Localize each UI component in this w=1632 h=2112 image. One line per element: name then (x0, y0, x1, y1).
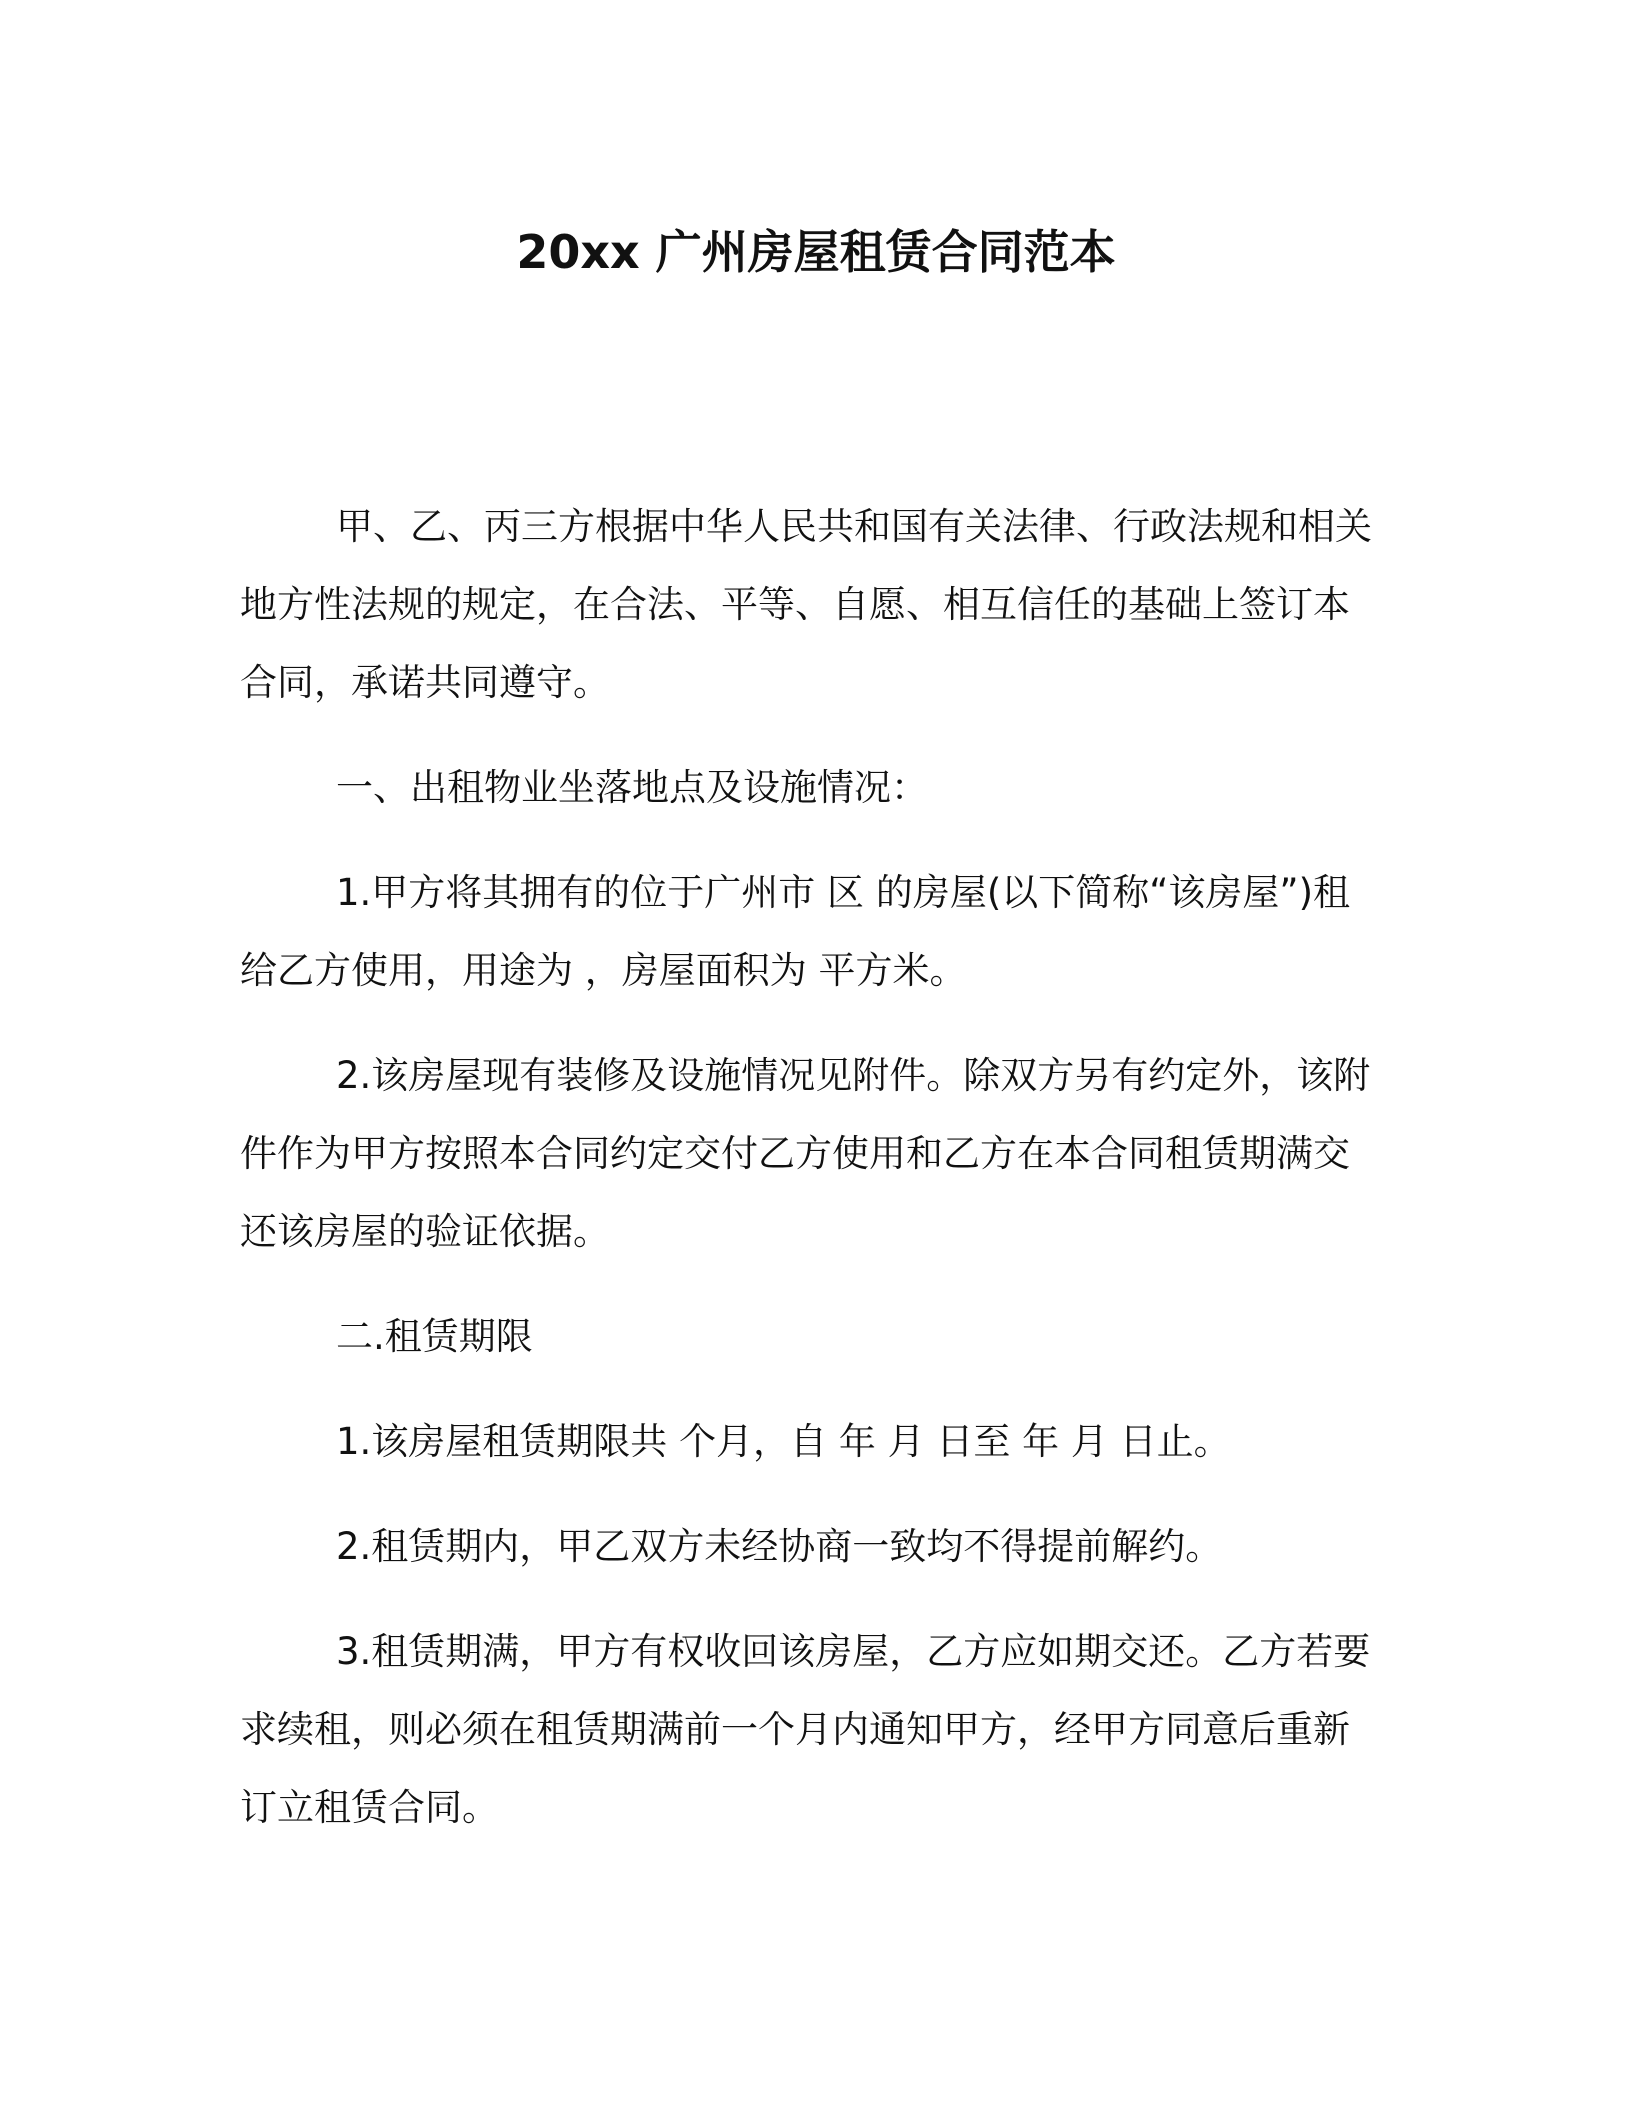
paragraph-preamble: 甲、乙、丙三方根据中华人民共和国有关法律、行政法规和相关地方性法规的规定，在合法、平等、自愿、相互信任的基础上签订本合同，承诺共同遵守。 (240, 505, 1372, 704)
paragraph-property-facilities: 2.该房屋现有装修及设施情况见附件。除双方另有约定外，该附件作为甲方按照本合同约定交付乙方使用和乙方在本合同租赁期满交还该房屋的验证依据。 (240, 1054, 1371, 1253)
paragraph-term-duration: 1.该房屋租赁期限共 个月，自 年 月 日至 年 月 日止。 (336, 1420, 1231, 1463)
paragraph-property-location: 1.甲方将其拥有的位于广州市 区 的房屋(以下简称“该房屋”)租给乙方使用，用途为 ，房屋面积为 平方米。 (240, 871, 1351, 992)
paragraph-term-no-early-termination: 2.租赁期内，甲乙双方未经协商一致均不得提前解约。 (336, 1525, 1223, 1568)
document-title: 20xx 广州房屋租赁合同范本 (516, 225, 1116, 279)
section-heading-property: 一、出租物业坐落地点及设施情况： (336, 766, 928, 809)
document-body (240, 488, 1380, 1874)
paragraph-term-renewal: 3.租赁期满，甲方有权收回该房屋，乙方应如期交还。乙方若要求续租，则必须在租赁期满前一个月内通知甲方，经甲方同意后重新订立租赁合同。 (240, 1630, 1371, 1829)
section-heading-term: 二.租赁期限 (336, 1315, 533, 1358)
